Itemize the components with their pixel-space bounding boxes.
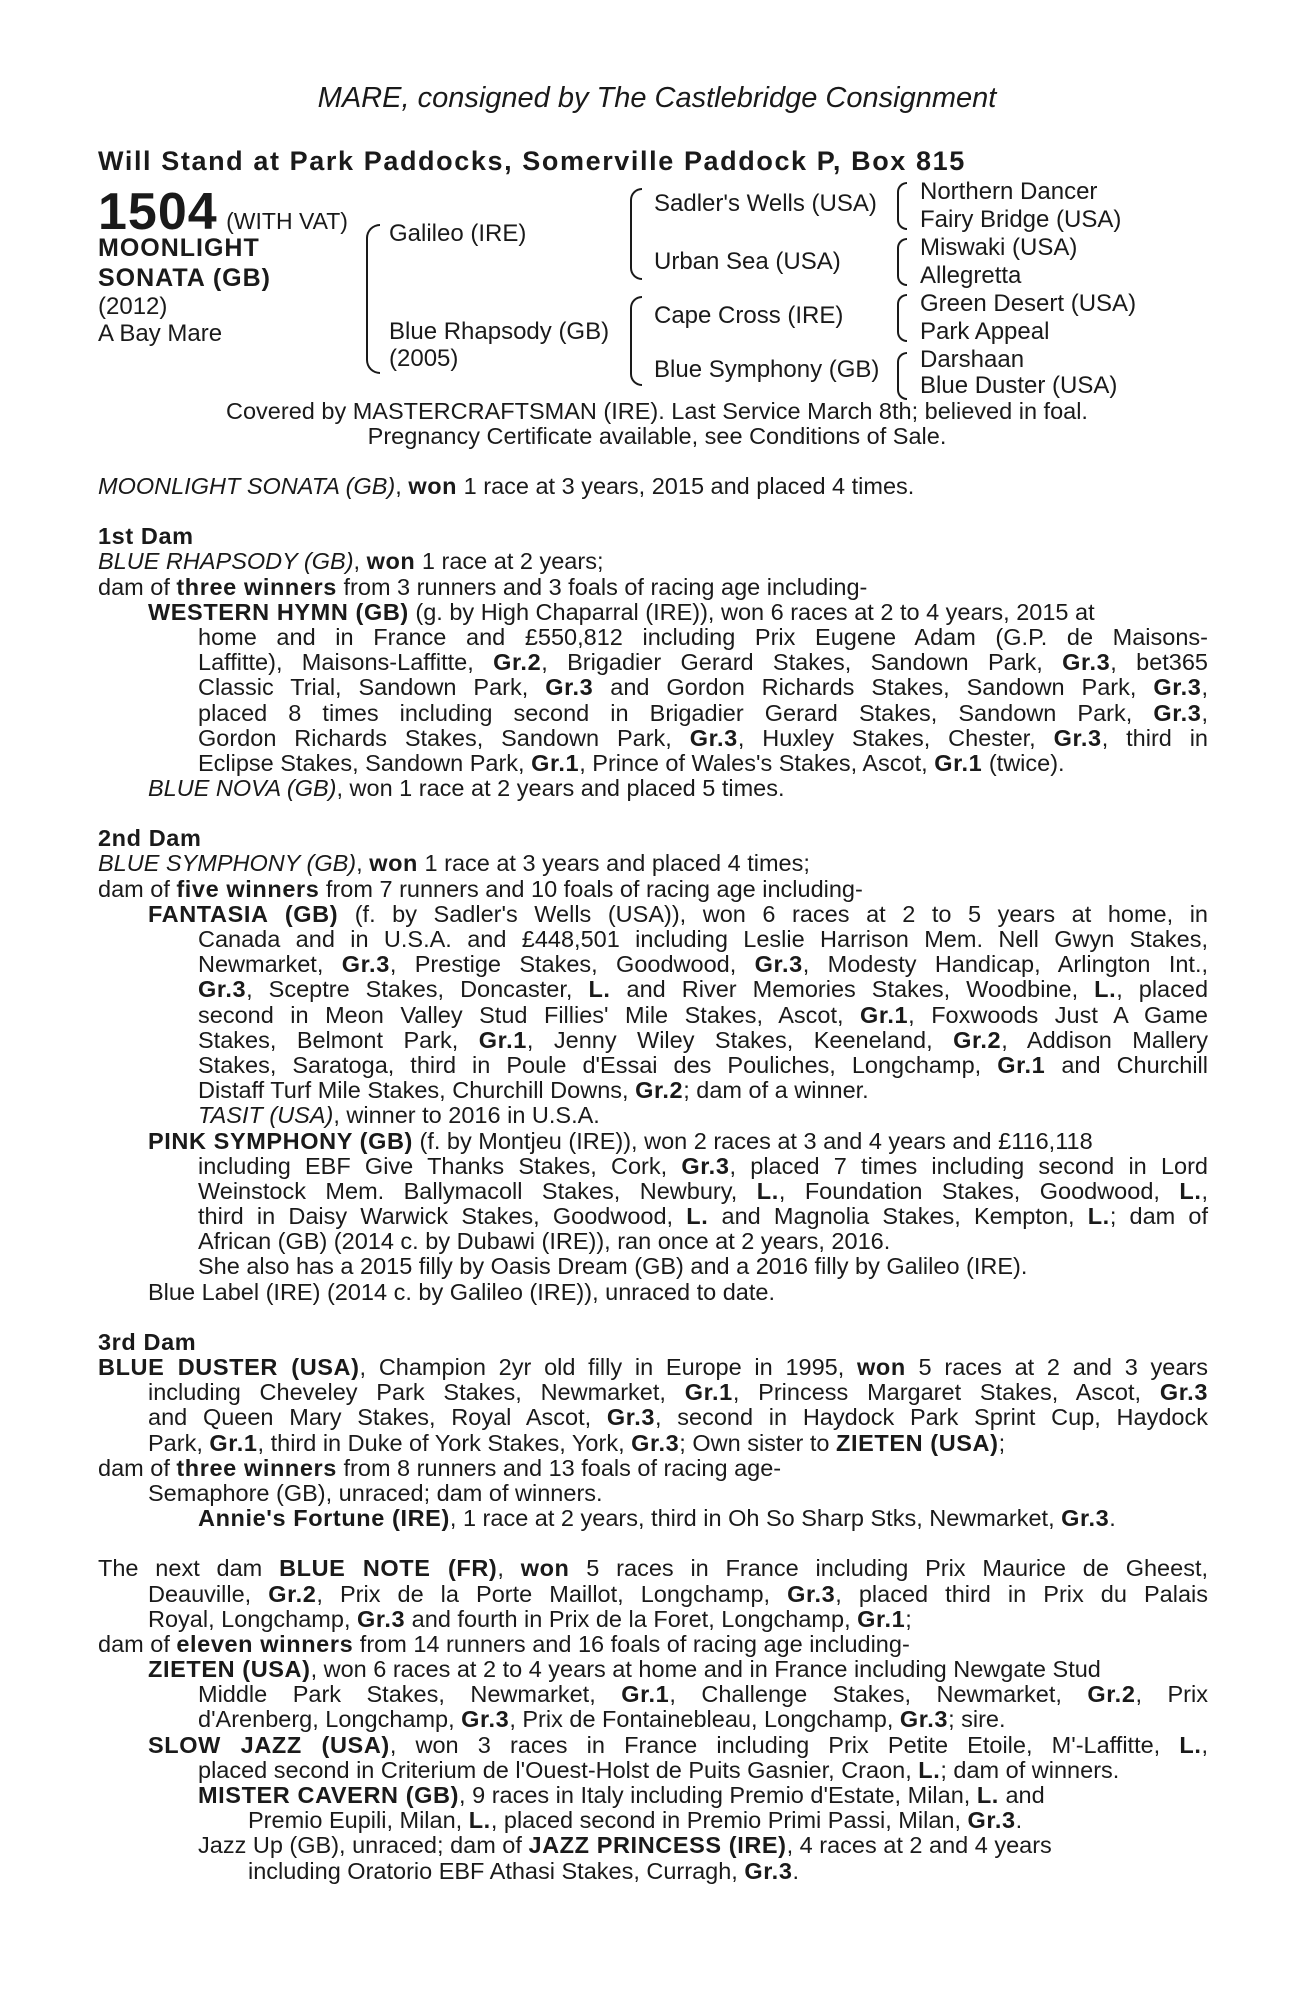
text-segment: L. <box>1179 1177 1202 1204</box>
text-line <box>98 1028 1208 1053</box>
text-line <box>98 1733 1208 1758</box>
text-segment: Annie's Fortune (IRE) <box>198 1505 450 1532</box>
text-segment: , won 6 races at 2 to 4 years at home and in France including Newgate Stud <box>310 1656 1101 1683</box>
text-line <box>98 1003 1208 1028</box>
text-segment: Gr.3 <box>1153 674 1202 701</box>
text-line <box>98 1053 1208 1078</box>
text-line <box>98 1431 1208 1456</box>
text-line <box>98 1607 1208 1632</box>
text-segment: Gr.1 <box>997 1051 1046 1078</box>
text-segment: and Magnolia Stakes, Kempton, <box>708 1203 1088 1230</box>
text-segment: , Sceptre Stakes, Doncaster, <box>246 976 589 1003</box>
text-line <box>98 675 1208 700</box>
text-segment: L. <box>1094 976 1117 1003</box>
text-segment: Gr.1 <box>934 749 983 776</box>
text-segment: BLUE NOVA (GB) <box>148 775 337 802</box>
text-segment: Gr.3 <box>198 976 247 1003</box>
text-segment: Weinstock Mem. Ballymacoll Stakes, Newbury, <box>198 1177 757 1204</box>
text-segment: Gr.2 <box>493 649 542 676</box>
pedigree-ss: Sadler's Wells (USA) <box>654 190 877 217</box>
text-segment: (f. by Sadler's Wells (USA)), won 6 races at 2 to 5 years at home, in <box>338 900 1208 927</box>
text-segment: Distaff Turf Mile Stakes, Churchill Downs, <box>198 1077 636 1104</box>
bracket-parents <box>366 224 380 374</box>
text-segment: Gr.3 <box>461 1706 510 1733</box>
text-segment: Gr.1 <box>860 1001 909 1028</box>
text-segment: . <box>1015 1807 1023 1834</box>
text-segment: , placed 7 times including second in Lord <box>729 1152 1208 1179</box>
text-segment: WESTERN HYMN (GB) <box>148 598 409 625</box>
text-segment: , Princess Margaret Stakes, Ascot, <box>732 1379 1160 1406</box>
text-line <box>98 1481 1208 1506</box>
text-line <box>98 1380 1208 1405</box>
text-segment: 1 race at 3 years and placed 4 times; <box>417 850 810 877</box>
text-segment: ; dam of a winner. <box>683 1077 869 1104</box>
text-segment: d'Arenberg, Longchamp, <box>198 1706 462 1733</box>
text-line <box>98 1405 1208 1430</box>
text-segment: Gr.3 <box>357 1605 406 1632</box>
text-segment: . <box>792 1857 800 1884</box>
text-segment: African (GB) (2014 c. by Dubawi (IRE)), ran once at 2 years, 2016. <box>198 1228 891 1255</box>
text-segment: ZIETEN (USA) <box>148 1656 311 1683</box>
text-segment: , <box>356 850 370 877</box>
text-segment: , placed third in Prix du Palais <box>835 1580 1208 1607</box>
bracket-dam <box>630 296 642 386</box>
text-line <box>98 1204 1208 1229</box>
text-segment: Gr.3 <box>545 674 594 701</box>
bracket-ss <box>897 182 907 230</box>
text-segment: , Modesty Handicap, Arlington Int., <box>802 951 1209 978</box>
text-segment: , <box>1201 1731 1208 1758</box>
text-segment: SLOW JAZZ (USA) <box>148 1731 390 1758</box>
spacer <box>98 499 1208 524</box>
text-line <box>98 1078 1208 1103</box>
text-segment: 5 races at 2 and 3 years <box>905 1354 1208 1380</box>
text-segment: L. <box>468 1807 491 1834</box>
pedigree-sdd: Allegretta <box>920 262 1022 289</box>
text-segment: from 14 runners and 16 foals of racing age including- <box>353 1630 910 1657</box>
text-segment: Gr.3 <box>787 1580 836 1607</box>
text-line <box>98 726 1208 751</box>
text-segment: Gr.3 <box>606 1404 656 1431</box>
text-segment: (g. by High Chaparral (IRE)), won 6 races at 2 to 4 years, 2015 at <box>408 598 1095 625</box>
text-segment: and fourth in Prix de la Foret, Longchamp, <box>405 1605 858 1632</box>
vat-label: (WITH VAT) <box>226 208 348 234</box>
text-segment: , won 3 races in France including Prix Petite Etoile, M'-Laffitte, <box>389 1731 1180 1758</box>
pedigree-dam-year: (2005) <box>389 345 459 372</box>
lot-number-block <box>98 182 348 242</box>
text-segment: Gr.3 <box>1153 699 1202 726</box>
text-line <box>98 1707 1208 1732</box>
text-segment: dam of <box>98 1454 177 1481</box>
text-line <box>98 1556 1208 1581</box>
text-line <box>98 1657 1208 1682</box>
text-segment: . <box>1109 1505 1116 1532</box>
text-segment: , third in Duke of York Stakes, York, <box>257 1429 632 1456</box>
text-segment: ; sire. <box>948 1706 1006 1733</box>
text-segment: from 7 runners and 10 foals of racing age including- <box>319 875 863 902</box>
text-segment: BLUE SYMPHONY (GB) <box>98 850 357 877</box>
page-header: MARE, consigned by The Castlebridge Consignment <box>317 82 997 114</box>
pedigree-dsd: Park Appeal <box>920 318 1050 345</box>
text-segment: , <box>497 1555 521 1582</box>
text-segment: including EBF Give Thanks Stakes, Cork, <box>198 1152 682 1179</box>
text-segment: , Prix de la Porte Maillot, Longchamp, <box>316 1580 788 1607</box>
pregnancy-line: Pregnancy Certificate available, see Conditions of Sale. <box>367 423 947 449</box>
text-segment: from 8 runners and 13 foals of racing age- <box>336 1454 782 1481</box>
text-segment: dam of <box>98 573 177 600</box>
text-segment: Gr.3 <box>1062 649 1111 676</box>
text-segment: Gr.1 <box>621 1681 670 1708</box>
text-segment: L. <box>588 976 611 1003</box>
text-segment: , Foundation Stakes, Goodwood, <box>778 1177 1180 1204</box>
text-segment: Canada and in U.S.A. and £448,501 including Leslie Harrison Mem. Nell Gwyn Stakes, <box>198 926 1208 952</box>
text-line <box>98 1355 1208 1380</box>
text-segment: (f. by Montjeu (IRE)), won 2 races at 3 and 4 years and £116,118 <box>412 1127 1093 1154</box>
text-line <box>98 1833 1208 1858</box>
text-segment: three winners <box>176 573 337 600</box>
text-segment: Deauville, <box>148 1580 269 1607</box>
text-segment: dam of <box>98 875 177 902</box>
text-segment: ; <box>998 1429 1006 1456</box>
text-segment: Gr.3 <box>744 1857 793 1884</box>
text-line <box>98 851 1208 876</box>
text-segment: , Huxley Stakes, Chester, <box>737 724 1054 751</box>
text-line <box>98 1582 1208 1607</box>
text-segment: Premio Eupili, Milan, <box>248 1807 469 1834</box>
text-segment: and <box>998 1782 1045 1808</box>
text-line <box>98 650 1208 675</box>
text-segment: and Queen Mary Stakes, Royal Ascot, <box>148 1404 607 1431</box>
text-segment: , bet365 <box>1110 649 1208 676</box>
text-segment: Gr.3 <box>899 1706 949 1733</box>
text-segment: (twice). <box>982 749 1065 776</box>
text-segment: and Churchill <box>1045 1051 1209 1078</box>
text-segment: JAZZ PRINCESS (IRE) <box>528 1832 787 1859</box>
text-segment: 5 races in France including Prix Maurice de Gheest, <box>569 1555 1209 1582</box>
text-segment: second in Meon Valley Stud Fillies' Mile Stakes, Ascot, <box>198 1001 861 1028</box>
text-segment: , placed <box>1116 976 1209 1003</box>
text-segment: Gr.3 <box>681 1152 730 1179</box>
text-segment: Gr.3 <box>1061 1505 1110 1532</box>
horse-name-line2: SONATA (GB) <box>98 264 272 292</box>
pedigree-sds: Miswaki (USA) <box>920 234 1078 261</box>
text-segment: 1 race at 2 years; <box>415 548 604 575</box>
text-segment: Eclipse Stakes, Sandown Park, <box>198 749 532 776</box>
text-segment: , 4 races at 2 and 4 years <box>786 1832 1052 1859</box>
text-line <box>98 625 1208 650</box>
text-segment: BLUE NOTE (FR) <box>279 1555 498 1582</box>
text-line <box>98 575 1208 600</box>
text-segment: L. <box>918 1756 941 1783</box>
text-segment: 1st Dam <box>98 523 194 550</box>
text-segment: Gr.3 <box>631 1429 680 1456</box>
text-line <box>98 977 1208 1002</box>
text-line <box>98 600 1208 625</box>
text-segment: Stakes, Saratoga, third in Poule d'Essai des Pouliches, Longchamp, <box>198 1051 998 1078</box>
text-line <box>98 877 1208 902</box>
section-heading <box>98 524 1208 549</box>
text-segment: , Foxwoods Just A Game <box>908 1001 1208 1028</box>
text-segment: placed second in Criterium de l'Ouest-Holst de Puits Gasnier, Craon, <box>198 1756 919 1783</box>
lot-number: 1504 <box>98 183 218 241</box>
text-segment: , Prix <box>1135 1681 1208 1708</box>
text-segment: MISTER CAVERN (GB) <box>198 1782 460 1808</box>
text-segment: Middle Park Stakes, Newmarket, <box>198 1681 622 1708</box>
section-heading <box>98 826 1208 851</box>
horse-description: A Bay Mare <box>98 320 223 347</box>
text-segment: , Prestige Stakes, Goodwood, <box>389 951 755 978</box>
text-segment: Gr.3 <box>341 951 390 978</box>
text-segment: , placed second in Premio Primi Passi, Milan, <box>490 1807 968 1834</box>
pedigree-dds: Darshaan <box>920 346 1025 373</box>
text-line <box>98 1129 1208 1154</box>
text-segment: L. <box>1179 1731 1202 1758</box>
text-segment: BLUE RHAPSODY (GB) <box>98 548 354 575</box>
text-segment: five winners <box>176 875 320 902</box>
bracket-sire <box>630 188 642 280</box>
text-segment: home and in France and £550,812 including Prix Eugene Adam (G.P. de Maisons- <box>198 623 1208 650</box>
text-segment: L. <box>686 1203 709 1230</box>
text-segment: PINK SYMPHONY (GB) <box>148 1127 413 1154</box>
text-segment: ; Own sister to <box>679 1429 836 1456</box>
text-segment: MOONLIGHT SONATA (GB) <box>98 473 396 499</box>
text-segment: including Oratorio EBF Athasi Stakes, Curragh, <box>248 1857 745 1884</box>
text-segment: Stakes, Belmont Park, <box>198 1026 479 1053</box>
bracket-dd <box>897 352 907 400</box>
text-segment: L. <box>756 1177 779 1204</box>
text-line <box>98 1179 1208 1204</box>
text-segment: Gr.3 <box>689 724 738 751</box>
text-segment: , Jenny Wiley Stakes, Keeneland, <box>526 1026 954 1053</box>
text-segment: , <box>1201 699 1208 726</box>
text-segment: dam of <box>98 1630 177 1657</box>
bracket-sd <box>897 238 907 286</box>
text-segment: third in Daisy Warwick Stakes, Goodwood, <box>198 1203 687 1230</box>
text-segment: L. <box>1087 1203 1110 1230</box>
text-segment: , Challenge Stakes, Newmarket, <box>669 1681 1088 1708</box>
text-segment: She also has a 2015 filly by Oasis Dream (GB) and a 2016 filly by Galileo (IRE). <box>198 1253 1028 1280</box>
text-segment: , Brigadier Gerard Stakes, Sandown Park, <box>541 649 1063 676</box>
text-line <box>98 751 1208 776</box>
text-segment: and Gordon Richards Stakes, Sandown Park, <box>593 674 1154 701</box>
text-segment: Gr.1 <box>684 1379 733 1406</box>
text-segment: Gr.3 <box>1159 1379 1208 1406</box>
text-segment: won <box>366 548 416 575</box>
text-segment: Gr.1 <box>478 1026 527 1053</box>
text-segment: , winner to 2016 in U.S.A. <box>333 1102 600 1129</box>
text-segment: won <box>408 473 458 499</box>
text-segment: Newmarket, <box>198 951 342 978</box>
text-line <box>98 1783 1208 1808</box>
pedigree-ds: Cape Cross (IRE) <box>654 302 844 329</box>
text-segment: , Prix de Fontainebleau, Longchamp, <box>509 1706 900 1733</box>
text-segment: , <box>1201 1177 1208 1204</box>
text-segment: Blue Label (IRE) (2014 c. by Galileo (IRE)), unraced to date. <box>148 1278 775 1305</box>
pedigree-ddd: Blue Duster (USA) <box>920 372 1118 399</box>
text-line <box>98 549 1208 574</box>
text-segment: Gr.3 <box>1053 724 1102 751</box>
text-line <box>98 952 1208 977</box>
text-line <box>98 1280 1208 1305</box>
text-segment: , third in <box>1101 724 1208 751</box>
text-segment: ; dam of <box>1109 1203 1208 1230</box>
text-segment: Gr.1 <box>531 749 580 776</box>
horse-name-line1: MOONLIGHT <box>98 234 260 262</box>
pedigree-dam: Blue Rhapsody (GB) <box>389 318 610 345</box>
text-segment: Gr.2 <box>635 1077 684 1104</box>
text-segment: 3rd Dam <box>98 1328 197 1355</box>
text-segment: Park, <box>148 1429 210 1456</box>
text-segment: Semaphore (GB), unraced; dam of winners. <box>148 1479 603 1506</box>
text-segment: and River Memories Stakes, Woodbine, <box>610 976 1095 1003</box>
text-segment: , <box>395 473 409 499</box>
pedigree-sd: Urban Sea (USA) <box>654 248 841 275</box>
text-line <box>98 1506 1208 1531</box>
pedigree-dss: Green Desert (USA) <box>920 290 1137 317</box>
text-segment: , <box>1201 674 1208 701</box>
text-segment: Gr.2 <box>953 1026 1002 1053</box>
text-segment: , Champion 2yr old filly in Europe in 1995, <box>359 1354 858 1380</box>
text-segment: , 1 race at 2 years, third in Oh So Sharp Stks, Newmarket, <box>449 1505 1062 1532</box>
text-segment: , 9 races in Italy including Premio d'Estate, Milan, <box>459 1782 977 1808</box>
text-line <box>98 927 1208 952</box>
text-segment: The next dam <box>98 1555 280 1582</box>
text-segment: , Prince of Wales's Stakes, Ascot, <box>579 749 935 776</box>
text-segment: Classic Trial, Sandown Park, <box>198 674 546 701</box>
text-segment: 2nd Dam <box>98 825 202 852</box>
text-segment: three winners <box>176 1454 337 1481</box>
text-segment: Jazz Up (GB), unraced; dam of <box>198 1832 529 1859</box>
text-segment: , Addison Mallery <box>1001 1026 1208 1053</box>
section-heading <box>98 1330 1208 1355</box>
horse-year: (2012) <box>98 293 168 320</box>
text-segment: eleven winners <box>176 1630 354 1657</box>
text-line <box>98 1758 1208 1783</box>
text-line <box>98 1254 1208 1279</box>
text-line <box>98 1103 1208 1128</box>
text-line <box>98 902 1208 927</box>
text-line <box>98 776 1208 801</box>
text-line <box>98 1859 1208 1884</box>
text-segment: TASIT (USA) <box>198 1102 334 1129</box>
text-segment: ; <box>905 1605 912 1632</box>
text-segment: , <box>353 548 367 575</box>
text-segment: Gr.1 <box>857 1605 906 1632</box>
pedigree-sire: Galileo (IRE) <box>389 220 527 247</box>
text-segment: Gr.2 <box>1087 1681 1136 1708</box>
text-segment: Gr.2 <box>268 1580 317 1607</box>
text-segment: won <box>369 850 418 877</box>
text-line <box>98 1632 1208 1657</box>
text-segment: won <box>857 1354 906 1380</box>
text-segment: Laffitte), Maisons-Laffitte, <box>198 649 494 676</box>
text-segment: from 3 runners and 3 foals of racing age including- <box>336 573 868 600</box>
text-line <box>98 701 1208 726</box>
text-line <box>98 1808 1208 1833</box>
pedigree-dd: Blue Symphony (GB) <box>654 356 880 383</box>
pedigree-ssd: Fairy Bridge (USA) <box>920 206 1122 233</box>
text-segment: , second in Haydock Park Sprint Cup, Haydock <box>655 1404 1208 1431</box>
stand-location: Will Stand at Park Paddocks, Somerville Paddock P, Box 815 <box>98 146 966 176</box>
pedigree-body-text <box>98 449 1208 1884</box>
spacer <box>98 1305 1208 1330</box>
text-line <box>98 1154 1208 1179</box>
text-segment: ZIETEN (USA) <box>836 1429 999 1456</box>
text-segment: Gr.1 <box>209 1429 258 1456</box>
text-segment: Gr.3 <box>754 951 803 978</box>
spacer <box>98 449 1208 474</box>
text-line <box>98 1456 1208 1481</box>
text-segment: , won 1 race at 2 years and placed 5 times. <box>336 775 785 802</box>
text-segment: including Cheveley Park Stakes, Newmarket, <box>148 1379 685 1406</box>
bracket-ds <box>897 294 907 342</box>
text-segment: Gr.3 <box>967 1807 1016 1834</box>
text-segment: L. <box>976 1782 999 1808</box>
text-line <box>98 474 1208 499</box>
text-segment: Royal, Longchamp, <box>148 1605 358 1632</box>
pedigree-sss: Northern Dancer <box>920 178 1098 205</box>
text-line <box>98 1229 1208 1254</box>
text-line <box>98 1682 1208 1707</box>
text-segment: won <box>520 1555 570 1582</box>
text-segment: Gordon Richards Stakes, Sandown Park, <box>198 724 690 751</box>
text-segment: placed 8 times including second in Brigadier Gerard Stakes, Sandown Park, <box>198 699 1154 726</box>
covered-line: Covered by MASTERCRAFTSMAN (IRE). Last Service March 8th; believed in foal. <box>226 398 1088 424</box>
spacer <box>98 801 1208 826</box>
text-segment: ; dam of winners. <box>940 1756 1120 1783</box>
text-segment: FANTASIA (GB) <box>148 900 339 927</box>
text-segment: 1 race at 3 years, 2015 and placed 4 times. <box>457 473 915 499</box>
spacer <box>98 1531 1208 1556</box>
text-segment: BLUE DUSTER (USA) <box>98 1354 360 1380</box>
